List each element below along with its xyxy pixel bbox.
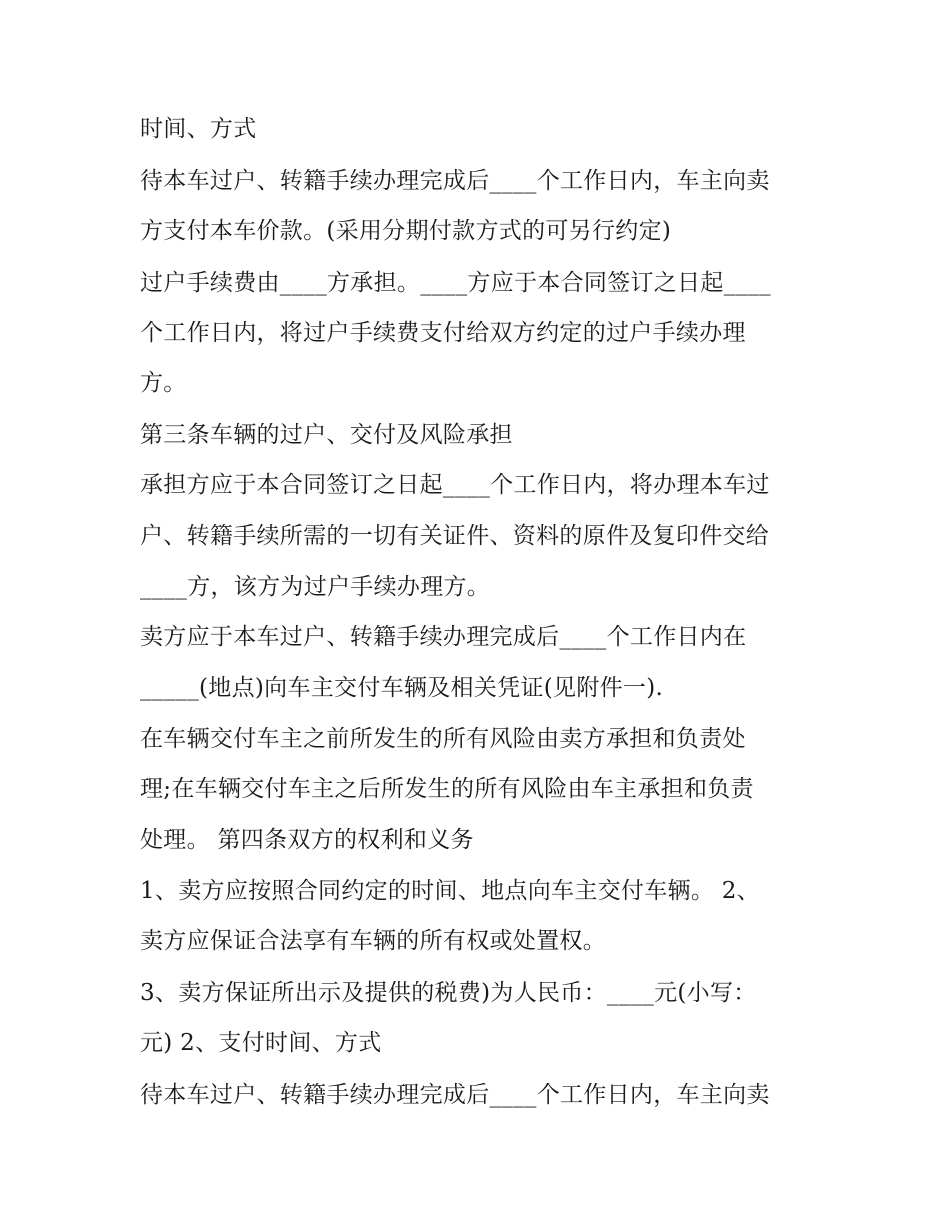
text-line: 处理。 第四条双方的权利和义务 xyxy=(140,827,474,853)
text-line: 过户手续费由____方承担。____方应于本合同签订之日起____ xyxy=(140,270,771,296)
text-line: 3、卖方保证所出示及提供的税费)为人民币：____元(小写： xyxy=(140,980,757,1006)
text-line: 方支付本车价款。(采用分期付款方式的可另行约定) xyxy=(140,218,672,244)
section-heading: 第三条车辆的过户、交付及风险承担 xyxy=(140,422,513,448)
text-line: ____方，该方为过户手续办理方。 xyxy=(140,574,491,600)
text-line: 元) 2、支付时间、方式 xyxy=(140,1030,382,1056)
text-line: 户、转籍手续所需的一切有关证件、资料的原件及复印件交给 xyxy=(140,523,770,549)
text-line: 方。 xyxy=(140,370,187,396)
text-line: 待本车过户、转籍手续办理完成后____个工作日内，车主向卖 xyxy=(140,168,770,194)
text-line: 在车辆交付车主之前所发生的所有风险由卖方承担和负责处 xyxy=(140,726,746,752)
text-line: _____(地点)向车主交付车辆及相关凭证(见附件一). xyxy=(140,675,664,701)
text-line: 时间、方式 xyxy=(140,116,257,142)
text-line: 理;在车辆交付车主之后所发生的所有风险由车主承担和负责 xyxy=(140,776,754,802)
text-line: 承担方应于本合同签订之日起____个工作日内，将办理本车过 xyxy=(140,472,770,498)
text-line: 卖方应于本车过户、转籍手续办理完成后____个工作日内在 xyxy=(140,624,747,650)
text-line: 1、卖方应按照合同约定的时间、地点向车主交付车辆。 2、 xyxy=(140,878,760,904)
text-line: 卖方应保证合法享有车辆的所有权或处置权。 xyxy=(140,928,606,954)
text-line: 个工作日内，将过户手续费支付给双方约定的过户手续办理 xyxy=(140,320,746,346)
text-line: 待本车过户、转籍手续办理完成后____个工作日内，车主向卖 xyxy=(140,1082,770,1108)
